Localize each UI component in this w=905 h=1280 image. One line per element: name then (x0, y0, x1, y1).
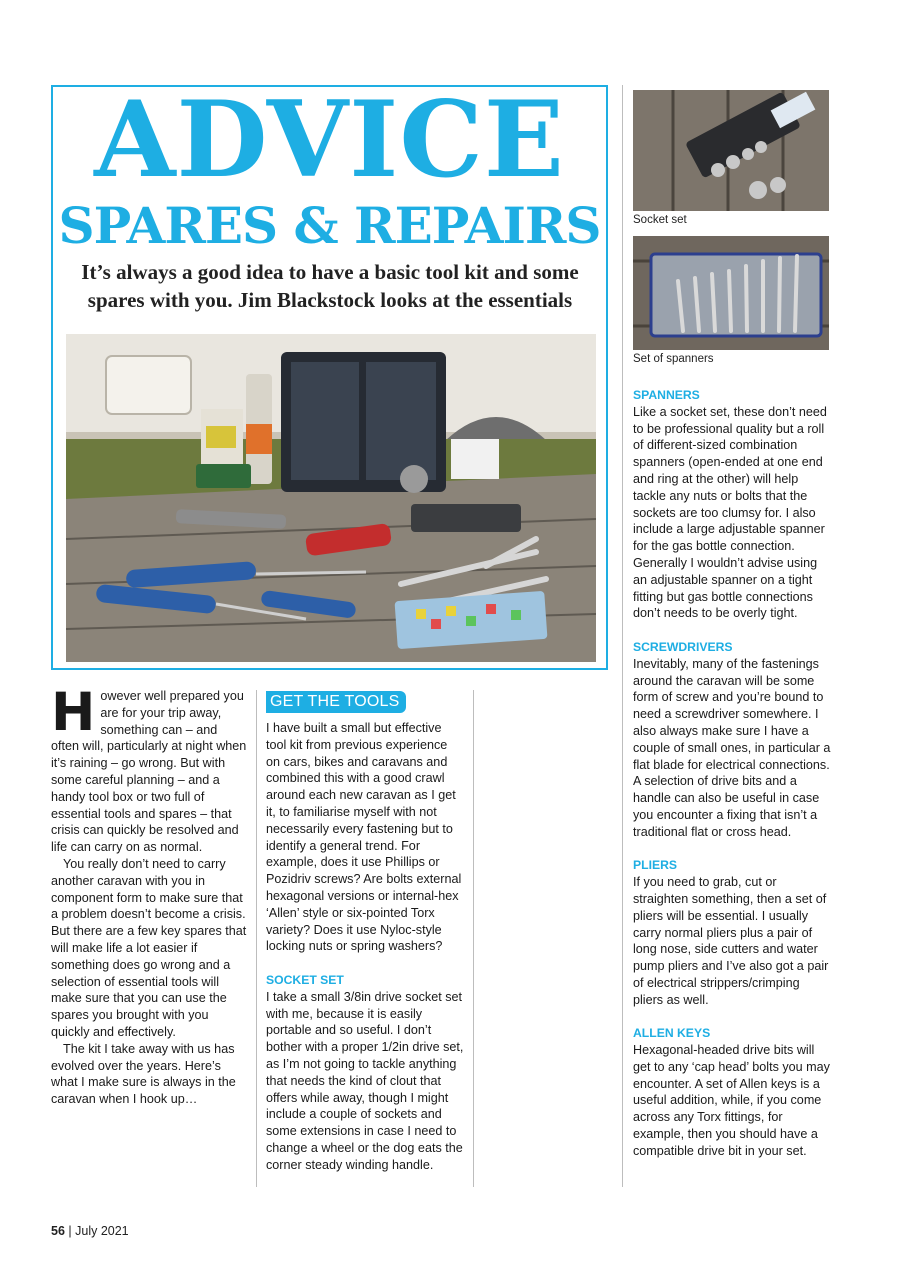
socket-set-caption: Socket set (633, 214, 687, 226)
section-title: ADVICE (94, 77, 565, 201)
screwdrivers-heading: SCREWDRIVERS (633, 639, 733, 654)
spanners-paragraph: Like a socket set, these don’t need to be professional quality but a roll of different-sized combination spanners (open-ended at one end and ring at the other) will help tackle any nuts or bolts that the sockets are too clumsy for. I also include a large adjustable spanner for the gas bottle connection. Generally I wouldn’t advise using an adjustable spanner on a tight fitting but gas bottle connections don’t needs to be overly tight. (633, 404, 827, 621)
footer-separator: | (68, 1224, 72, 1238)
socket-set-paragraph: I take a small 3/8in drive socket set with me, because it is easily portable and so useful. I don’t bother with a proper 1/2in drive set, as I’m not going to tackle anything that needs the kind of clout that offers while away, though I might include a couple of sockets and some extensions in case I need to change a wheel or the dog eats the corner steady winding handle. (266, 989, 464, 1172)
allen-keys-heading: ALLEN KEYS (633, 1026, 711, 1041)
hero-photo (66, 334, 596, 662)
column-rule (256, 690, 257, 1187)
allen-keys-paragraph: Hexagonal-headed drive bits will get to any ‘cap head’ bolts you may encounter. A set of Allen keys is a useful addition, while, if you come across any Torx fittings, for example, then you should have a compatible drive bit in your set. (633, 1043, 830, 1158)
spanners-caption: Set of spanners (633, 353, 714, 365)
spanners-heading: SPANNERS (633, 388, 700, 402)
standfirst: It’s always a good idea to have a basic tool kit and some spares with you. Jim Blackstock looks at the essentials (81, 260, 579, 312)
get-the-tools-heading: GET THE TOOLS (266, 691, 406, 713)
page-footer (51, 1224, 129, 1238)
column-right (633, 387, 831, 1160)
tool-kit-illustration (66, 334, 596, 662)
spanner-roll-illustration (633, 236, 829, 350)
issue-date: July 2021 (75, 1224, 129, 1238)
column-rule (622, 85, 623, 1187)
pliers-heading: PLIERS (633, 858, 678, 873)
pliers-paragraph: If you need to grab, cut or straighten something, then a set of pliers will be essential. I usually carry normal pliers plus a pair of long nose, side cutters and water pump pliers and I’ve also got a pair of electrical strippers/crimping pliers as well. (633, 875, 829, 1007)
article-title: SPARES & REPAIRS (58, 196, 601, 255)
intro-paragraph-1: owever well prepared you are for your trip away, something can – and often will, particularly at night when it’s raining – go wrong. But with some careful planning – and a handy tool box or two full of essential tools and spares – that crisis can quickly be resolved and life can carry on as normal. (51, 689, 247, 855)
socket-set-heading: SOCKET SET (266, 972, 344, 987)
column-intro (51, 682, 247, 1108)
intro-paragraph-2: You really don’t need to carry another caravan with you in component form to make sure that a problem doesn’t become a crisis. But there are a few key spares that will make life a lot easier if something does go wrong and a selection of essential tools will make sure that you can use the spares you brought with you quickly and effectively. (51, 856, 247, 1039)
socket-set-photo (633, 90, 829, 211)
intro-paragraph-3: The kit I take away with us has evolved over the years. Here’s what I make sure is always in the caravan when I hook up… (51, 1041, 236, 1107)
column-rule (473, 690, 474, 1187)
drop-cap: H (51, 682, 96, 743)
column-tools (266, 720, 464, 1174)
tools-paragraph: I have built a small but effective tool kit from previous experience on cars, bikes and caravans and combined this with a good crawl around each new caravan as I get it, to familiarise myself with not necessarily every fastening but to identify a general trend. For example, does it use Phillips or Pozidriv screws? Are bolts external hexagonal versions or internal-hex ‘Allen’ style or six-pointed Torx variety? Does it use Nyloc-style locking nuts or spring washers? (266, 721, 462, 954)
socket-set-illustration (633, 90, 829, 211)
screwdrivers-paragraph: Inevitably, many of the fastenings around the caravan will be some form of screw and you’re bound to need a screwdriver somewhere. I also always make sure I have a couple of small ones, in particular a flat blade for electrical connections. A selection of drive bits and a handle can also be useful in case you encounter a fixing that isn’t a traditional flat or cross head. (633, 656, 831, 839)
spanners-photo (633, 236, 829, 350)
page-number: 56 (51, 1224, 65, 1238)
